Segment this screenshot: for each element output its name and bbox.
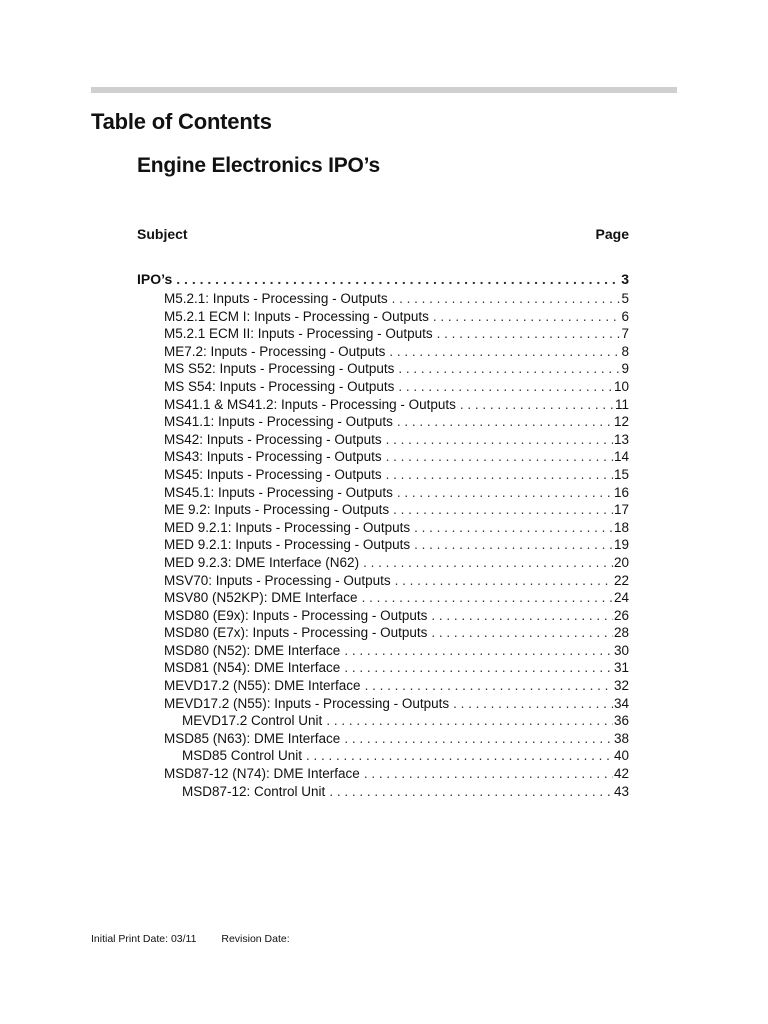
toc-entry-label: MS S54: Inputs - Processing - Outputs [164, 378, 395, 394]
toc-entry[interactable] [137, 554, 629, 572]
toc-entry-label: MSD87-12 (N74): DME Interface [164, 766, 360, 782]
toc-entry-label: M5.2.1 ECM I: Inputs - Processing - Outputs [164, 308, 429, 324]
toc-entry[interactable] [137, 378, 629, 396]
toc-entry-label: MSD81 (N54): DME Interface [164, 660, 341, 676]
toc-dot-leader [364, 765, 613, 783]
toc-dot-leader [398, 360, 620, 378]
toc-dot-leader [460, 396, 614, 414]
toc-dot-leader [431, 624, 613, 642]
toc-dot-leader [386, 448, 613, 466]
toc-entry[interactable] [137, 448, 629, 466]
header-rule [91, 87, 677, 93]
toc-entry-page: 34 [613, 695, 629, 711]
toc-entry-page: 36 [613, 713, 629, 729]
toc-entry-label: MSD85 Control Unit [182, 748, 303, 764]
toc-entry-label: MSV70: Inputs - Processing - Outputs [164, 572, 391, 588]
toc-dot-leader [344, 730, 613, 748]
toc-entry-page: 3 [621, 271, 629, 287]
toc-entry-label: MS S52: Inputs - Processing - Outputs [164, 361, 395, 377]
toc-entry-label: MS42: Inputs - Processing - Outputs [164, 431, 382, 447]
toc-entry-label: MS45.1: Inputs - Processing - Outputs [164, 484, 393, 500]
toc-entry[interactable] [137, 484, 629, 502]
toc-entry-page: 9 [621, 361, 629, 377]
toc-entry-label: IPO’s [137, 271, 173, 287]
toc-entry-label: MSD80 (N52): DME Interface [164, 642, 341, 658]
toc-dot-leader [397, 413, 613, 431]
toc-entry[interactable] [137, 607, 629, 625]
toc-entry[interactable] [137, 431, 629, 449]
toc-entry-page: 42 [613, 766, 629, 782]
toc-entry-page: 43 [613, 783, 629, 799]
toc-entry-label: MSV80 (N52KP): DME Interface [164, 590, 358, 606]
toc-entry-page: 12 [613, 414, 629, 430]
toc-entry-page: 15 [613, 466, 629, 482]
toc-entry-page: 22 [613, 572, 629, 588]
toc-dot-leader [392, 290, 621, 308]
toc-entry[interactable] [137, 642, 629, 660]
toc-entry-page: 24 [613, 590, 629, 606]
toc-dot-leader [414, 536, 613, 554]
toc-entry-label: ME7.2: Inputs - Processing - Outputs [164, 343, 386, 359]
toc-entry-label: MSD80 (E9x): Inputs - Processing - Outputs [164, 607, 428, 623]
initial-print-date: Initial Print Date: 03/11 [91, 933, 197, 945]
toc-dot-leader [433, 308, 621, 326]
page-column-header: Page [595, 226, 629, 242]
toc-entry-page: 20 [613, 554, 629, 570]
toc-dot-leader [306, 747, 613, 765]
toc-entry-label: MS41.1 & MS41.2: Inputs - Processing - Outputs [164, 396, 456, 412]
toc-entry-label: M5.2.1: Inputs - Processing - Outputs [164, 291, 388, 306]
toc-entry-page: 6 [621, 308, 629, 324]
toc-entry[interactable] [137, 343, 629, 361]
toc-entry[interactable] [137, 501, 629, 519]
toc-entry-page: 40 [613, 748, 629, 764]
toc-entry[interactable] [137, 730, 629, 748]
toc-entry-page: 17 [613, 502, 629, 518]
toc-dot-leader [397, 484, 613, 502]
toc-entry-page: 38 [613, 730, 629, 746]
toc-entry-label: MEVD17.2 (N55): Inputs - Processing - Outputs [164, 695, 450, 711]
toc-entry[interactable] [137, 325, 629, 343]
toc-entry[interactable] [137, 695, 629, 713]
toc-entry[interactable] [137, 624, 629, 642]
toc-entry[interactable] [137, 783, 629, 801]
toc-entry-label: MEVD17.2 Control Unit [182, 713, 323, 729]
toc-entry[interactable] [137, 589, 629, 607]
toc-entry-page: 28 [613, 625, 629, 641]
toc-dot-leader [326, 712, 613, 730]
section-title: Engine Electronics IPO’s [137, 154, 380, 177]
toc-entry-label: MS45: Inputs - Processing - Outputs [164, 466, 382, 482]
toc-entry-page: 30 [613, 642, 629, 658]
toc-entry[interactable] [137, 270, 629, 289]
toc-entry-label: MS43: Inputs - Processing - Outputs [164, 449, 382, 465]
toc-entry-page: 7 [621, 326, 629, 342]
toc-entry[interactable] [137, 712, 629, 730]
toc-entry-page: 11 [614, 396, 629, 412]
revision-date: Revision Date: [221, 933, 290, 945]
toc-dot-leader [437, 325, 621, 343]
toc-entry-label: MED 9.2.1: Inputs - Processing - Outputs [164, 519, 411, 535]
toc-dot-leader [176, 270, 620, 289]
toc-entry[interactable] [137, 747, 629, 765]
toc-entry-label: MSD85 (N63): DME Interface [164, 730, 341, 746]
toc-entry-page: 14 [613, 449, 629, 465]
toc-dot-leader [329, 783, 613, 801]
toc-entry[interactable] [137, 413, 629, 431]
toc-dot-leader [344, 642, 613, 660]
toc-entry-label: MED 9.2.1: Inputs - Processing - Outputs [164, 537, 411, 553]
subject-column-header: Subject [137, 226, 188, 242]
toc-entry-label: MED 9.2.3: DME Interface (N62) [164, 554, 360, 570]
toc-dot-leader [398, 378, 613, 396]
toc-entry-page: 5 [621, 291, 629, 306]
toc-entry-page: 8 [621, 343, 629, 359]
toc-entry[interactable] [137, 659, 629, 677]
toc-entry-label: MSD87-12: Control Unit [182, 783, 326, 799]
toc-entry[interactable] [137, 466, 629, 484]
toc-entry-page: 10 [613, 378, 629, 394]
toc-dot-leader [362, 589, 613, 607]
toc-dot-leader [453, 695, 613, 713]
toc-entry[interactable] [137, 360, 629, 378]
toc-entry[interactable] [137, 290, 629, 308]
toc-entry[interactable] [137, 765, 629, 783]
toc-dot-leader [386, 431, 613, 449]
toc-entry-page: 26 [613, 607, 629, 623]
toc-entry-label: ME 9.2: Inputs - Processing - Outputs [164, 502, 390, 518]
toc-dot-leader [344, 659, 613, 677]
toc-dot-leader [363, 554, 613, 572]
toc-entry-label: MSD80 (E7x): Inputs - Processing - Outputs [164, 625, 428, 641]
toc-entry-page: 32 [613, 678, 629, 694]
toc-entry-page: 13 [613, 431, 629, 447]
toc-entry-label: MS41.1: Inputs - Processing - Outputs [164, 414, 393, 430]
toc-dot-leader [393, 501, 613, 519]
toc-entry-page: 16 [613, 484, 629, 500]
toc-dot-leader [431, 607, 613, 625]
toc-dot-leader [365, 677, 613, 695]
toc-entry-label: M5.2.1 ECM II: Inputs - Processing - Outputs [164, 326, 433, 342]
toc-dot-leader [386, 466, 613, 484]
toc-entry[interactable] [137, 536, 629, 554]
toc-list [137, 270, 629, 800]
toc-entry[interactable] [137, 572, 629, 590]
toc-dot-leader [389, 343, 620, 361]
toc-entry-page: 18 [613, 519, 629, 535]
footer [91, 933, 312, 945]
toc-entry[interactable] [137, 677, 629, 695]
toc-entry[interactable] [137, 308, 629, 326]
page-title: Table of Contents [91, 109, 272, 134]
toc-entry-page: 31 [613, 660, 629, 676]
toc-entry-label: MEVD17.2 (N55): DME Interface [164, 678, 361, 694]
toc-entry[interactable] [137, 396, 629, 414]
toc-dot-leader [414, 519, 613, 537]
toc-entry[interactable] [137, 519, 629, 537]
toc-dot-leader [395, 572, 613, 590]
toc-entry-page: 19 [613, 537, 629, 553]
